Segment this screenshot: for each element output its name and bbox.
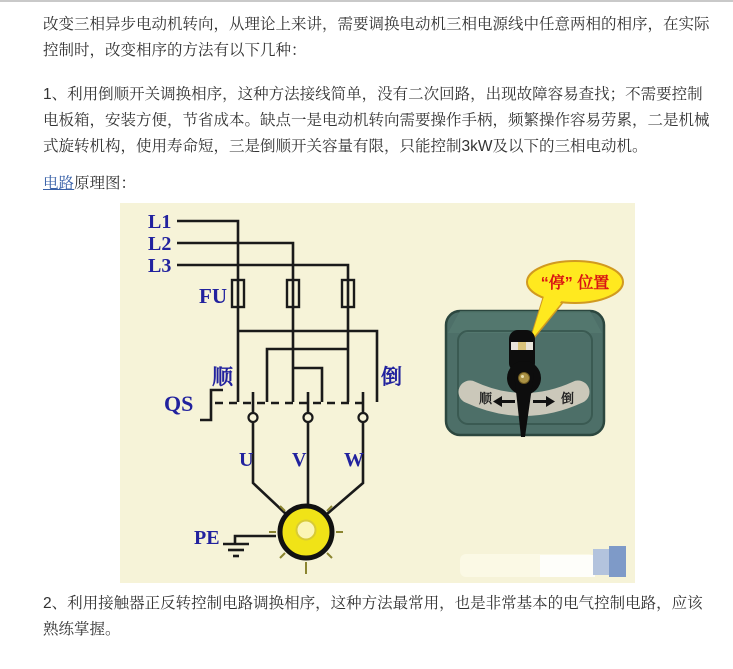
stop-position-text: “停” 位置 <box>540 275 610 292</box>
contact-dot <box>359 413 368 422</box>
screw-glint <box>521 375 524 378</box>
fuse-label: FU <box>199 284 227 308</box>
arc-forward-label: 顺 <box>479 391 493 406</box>
circuit-diagram-caption <box>43 171 713 197</box>
terminal-label-u: U <box>239 449 254 471</box>
terminal-label-v: V <box>292 449 307 471</box>
method-1-paragraph: 1、利用倒顺开关调换相序，这种方法接线简单，没有二次回路，出现故障容易查找；不需要控制电板箱，安装方便，节省成本。缺点一是电动机转向需要操作手柄，频繁操作容易劳累，二是机械式旋转机构，使用寿命短，三是倒顺开关容量有限，只能控制3kW及以下的三相电动机。 <box>43 86 710 155</box>
phase-label-l2: L2 <box>148 233 172 255</box>
brass-screw <box>519 373 530 384</box>
switch-label: QS <box>164 391 194 416</box>
lever-pin-reflection <box>518 342 526 350</box>
terminal-label-w: W <box>344 449 364 471</box>
circuit-diagram-image <box>120 203 635 583</box>
reverse-label: 倒 <box>381 366 402 389</box>
forward-label: 顺 <box>212 366 233 389</box>
phase-label-l3: L3 <box>148 255 172 277</box>
contact-dot <box>304 413 313 422</box>
ground-label: PE <box>194 527 220 549</box>
circuit-link[interactable]: 电路 <box>43 175 75 192</box>
intro-paragraph: 改变三相异步电动机转向，从理论上来讲，需要调换电动机三相电源线中任意两相的相序，在实际控制时，改变相序的方法有以下几种： <box>43 16 710 59</box>
arc-reverse-label: 倒 <box>561 391 575 406</box>
switch-box-top-face <box>448 311 602 333</box>
contact-dot <box>249 413 258 422</box>
phase-label-l1: L1 <box>148 211 172 233</box>
circuit-caption-rest: 原理图： <box>74 175 137 192</box>
method-2-paragraph: 2、利用接触器正反转控制电路调换相序，这种方法最常用，也是非常基本的电气控制电路，应该熟练掌握。 <box>43 595 703 638</box>
circuit-diagram-figure <box>120 203 635 583</box>
